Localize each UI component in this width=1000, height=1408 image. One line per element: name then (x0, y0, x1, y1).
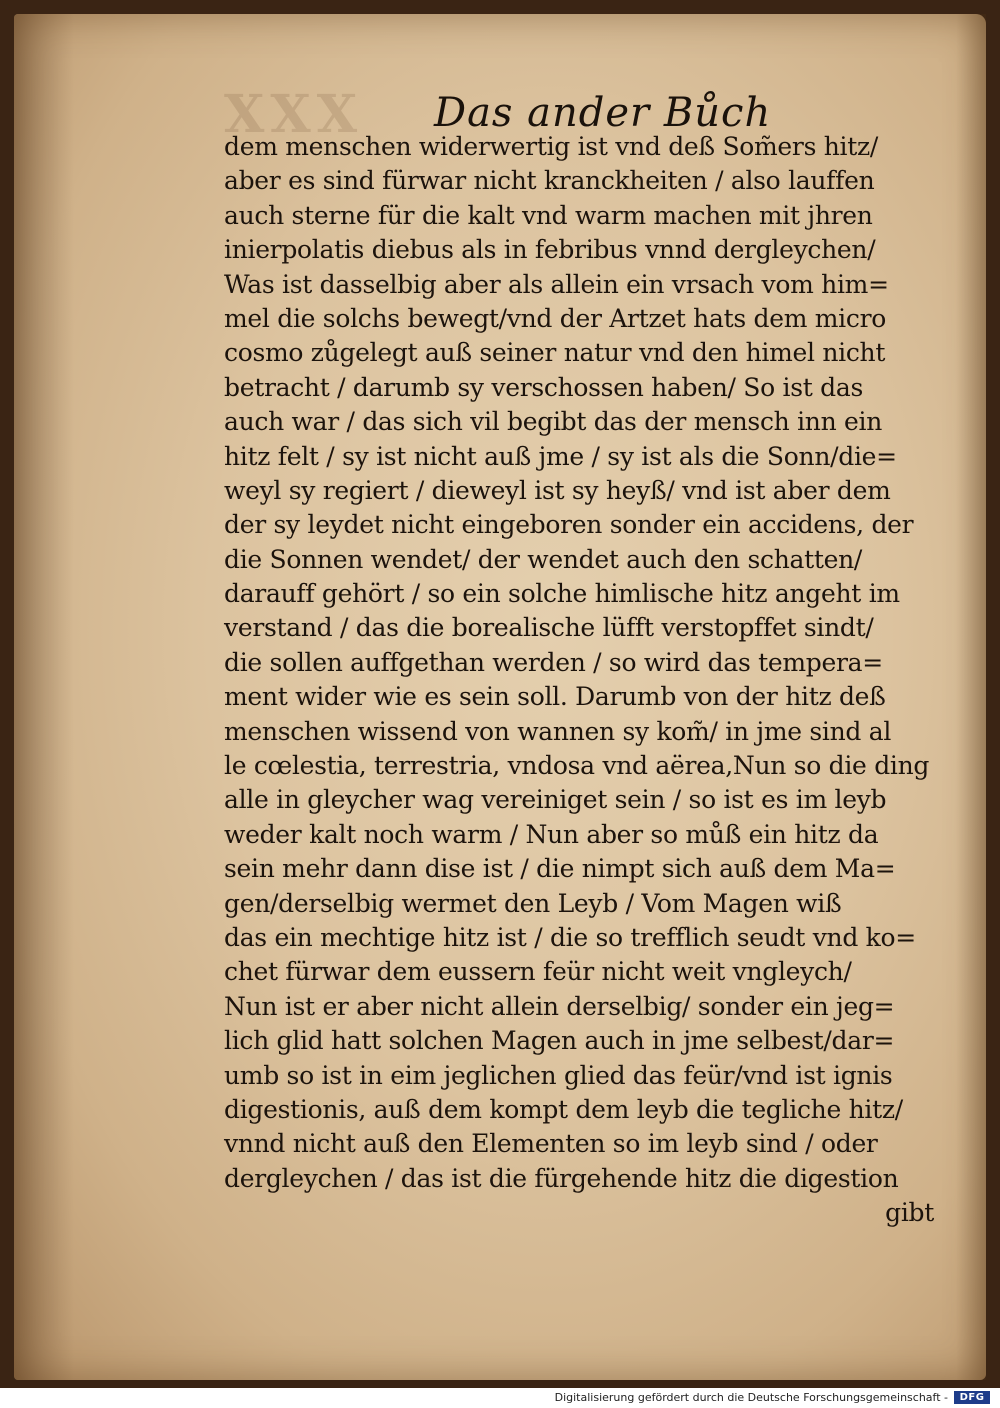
text-line: inierpolatis diebus als in febribus vnnd dergleychen/ (224, 235, 876, 265)
dfg-logo: DFG (954, 1391, 990, 1404)
text-line: Was ist dasselbig aber als allein ein vrsach vom him= (224, 269, 889, 299)
text-line: digestionis, auß dem kompt dem leyb die tegliche hitz/ (224, 1094, 903, 1124)
text-line: ment wider wie es sein soll. Darumb von der hitz deß (224, 682, 886, 712)
text-line: dergleychen / das ist die fürgehende hitz die digestion (224, 1163, 899, 1193)
text-line: betracht / darumb sy verschossen haben/ So ist das (224, 372, 863, 402)
text-line: die Sonnen wendet/ der wendet auch den schatten/ (224, 544, 863, 574)
text-line: das ein mechtige hitz ist / die so trefflich seudt vnd ko= (224, 922, 916, 952)
text-line: hitz felt / sy ist nicht auß jme / sy ist als die Sonn/die= (224, 441, 897, 471)
text-line: Nun ist er aber nicht allein derselbig/ sonder ein jeg= (224, 991, 895, 1021)
catchword: gibt (885, 1198, 934, 1228)
text-line: umb so ist in eim jeglichen glied das feür/vnd ist ignis (224, 1060, 893, 1090)
text-line: le cœlestia, terrestria, vndosa vnd aërea,Nun so die ding (224, 751, 930, 781)
text-line: die sollen auffgethan werden / so wird das tempera= (224, 647, 883, 677)
text-line: aber es sind fürwar nicht kranckheiten / also lauffen (224, 166, 875, 196)
text-line: mel die solchs bewegt/vnd der Artzet hats dem micro (224, 303, 886, 333)
text-line: vnnd nicht auß den Elementen so im leyb sind / oder (224, 1129, 878, 1159)
text-line: auch sterne für die kalt vnd warm machen mit jhren (224, 200, 873, 230)
text-line: darauff gehört / so ein solche himlische hitz angeht im (224, 579, 900, 609)
text-line: der sy leydet nicht eingeboren sonder ein accidens, der (224, 510, 914, 540)
footer-bar (0, 1388, 1000, 1408)
text-line: dem menschen widerwertig ist vnd deß Som̃ers hitz/ (224, 132, 878, 161)
text-line: cosmo zůgelegt auß seiner natur vnd den himel nicht (224, 338, 886, 368)
text-line: gen/derselbig wermet den Leyb / Vom Magen wiß (224, 888, 842, 918)
text-line: menschen wissend von wannen sy kom̃/ in jme sind al (224, 716, 892, 746)
text-line: sein mehr dann dise ist / die nimpt sich auß dem Ma= (224, 854, 896, 884)
bleed-through-text: XXX (224, 84, 364, 145)
text-line: auch war / das sich vil begibt das der mensch inn ein (224, 407, 883, 437)
text-line: chet fürwar dem eussern feür nicht weit vngleych/ (224, 957, 852, 987)
text-line: lich glid hatt solchen Magen auch in jme selbest/dar= (224, 1026, 895, 1056)
funding-credit: Digitalisierung gefördert durch die Deutsche Forschungsgemeinschaft - (554, 1391, 948, 1404)
text-line: alle in gleycher wag vereiniget sein / so ist es im leyb (224, 785, 887, 815)
body-text (224, 130, 944, 1231)
running-header: Das ander Bůch (434, 90, 772, 136)
text-line: verstand / das die borealische lüfft verstopffet sindt/ (224, 613, 874, 643)
text-line: weyl sy regiert / dieweyl ist sy heyß/ vnd ist aber dem (224, 475, 891, 505)
text-line: weder kalt noch warm / Nun aber so můß ein hitz da (224, 819, 879, 849)
